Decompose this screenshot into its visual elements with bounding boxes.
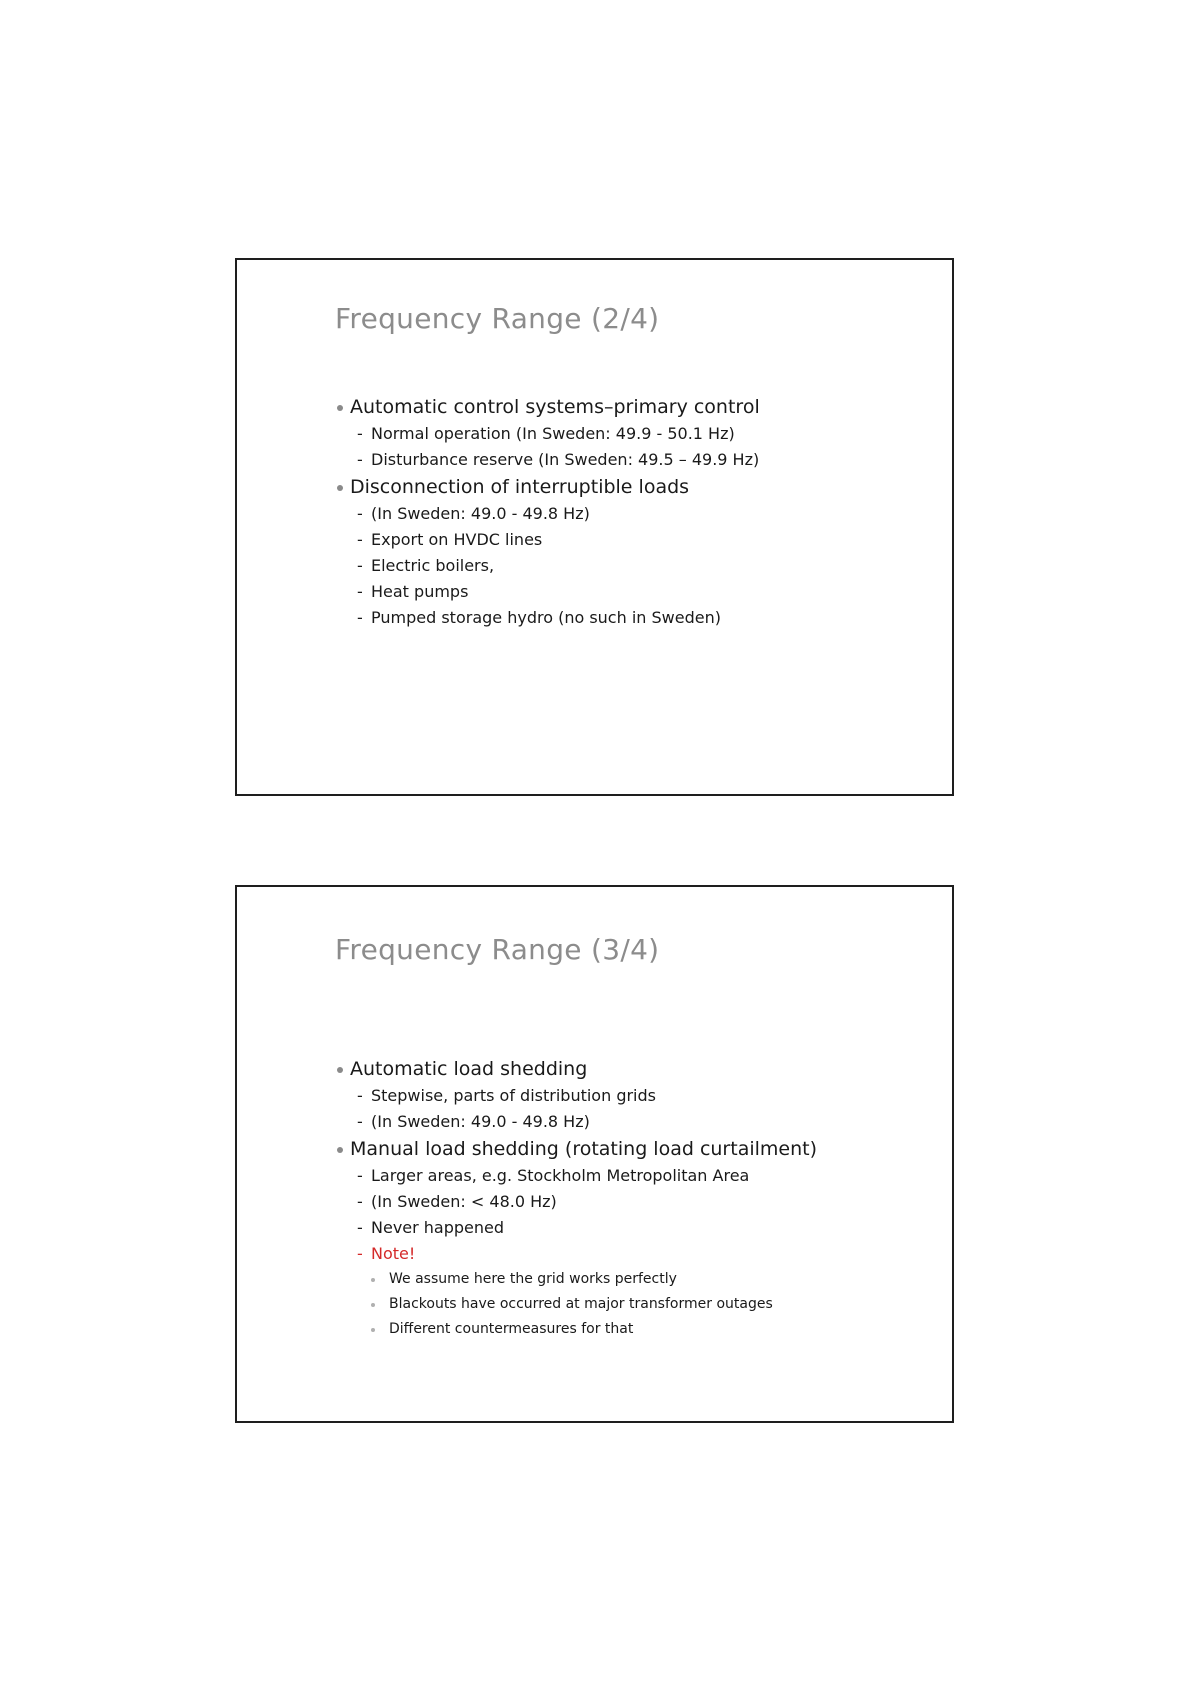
sub-bullet-item: - (In Sweden: 49.0 - 49.8 Hz) [357, 1112, 590, 1131]
sub-bullet-item: - Disturbance reserve (In Sweden: 49.5 – 49.9 Hz) [357, 450, 760, 469]
slide-frequency-range-2-of-4 [235, 258, 954, 796]
note-label: - Note! [357, 1244, 416, 1263]
bullet-item: Automatic control systems–primary control [335, 393, 760, 421]
sub-bullet-item: - Larger areas, e.g. Stockholm Metropolitan Area [357, 1166, 750, 1185]
bullet-item: Manual load shedding (rotating load curtailment) [335, 1135, 817, 1163]
note-item: Different countermeasures for that [335, 1317, 817, 1342]
slide-title: Frequency Range (3/4) [335, 933, 660, 966]
bullet-list [335, 1055, 817, 1342]
sub-bullet-item: - Stepwise, parts of distribution grids [357, 1086, 656, 1105]
note-item: We assume here the grid works perfectly [335, 1267, 817, 1292]
note-item: Blackouts have occurred at major transformer outages [335, 1292, 817, 1317]
sub-bullet-item: - Electric boilers, [357, 556, 495, 575]
bullet-item: Automatic load shedding [335, 1055, 817, 1083]
sub-bullet-item: - Never happened [357, 1218, 505, 1237]
bullet-list [335, 393, 760, 631]
slide-frequency-range-3-of-4 [235, 885, 954, 1423]
sub-bullet-item: - (In Sweden: 49.0 - 49.8 Hz) [357, 504, 590, 523]
slide-title: Frequency Range (2/4) [335, 302, 660, 335]
bullet-item: Disconnection of interruptible loads [335, 473, 760, 501]
sub-bullet-item: - Heat pumps [357, 582, 469, 601]
sub-bullet-item: - (In Sweden: < 48.0 Hz) [357, 1192, 557, 1211]
sub-bullet-item: - Normal operation (In Sweden: 49.9 - 50.1 Hz) [357, 424, 735, 443]
sub-bullet-item: - Export on HVDC lines [357, 530, 543, 549]
sub-bullet-item: - Pumped storage hydro (no such in Sweden) [357, 608, 721, 627]
